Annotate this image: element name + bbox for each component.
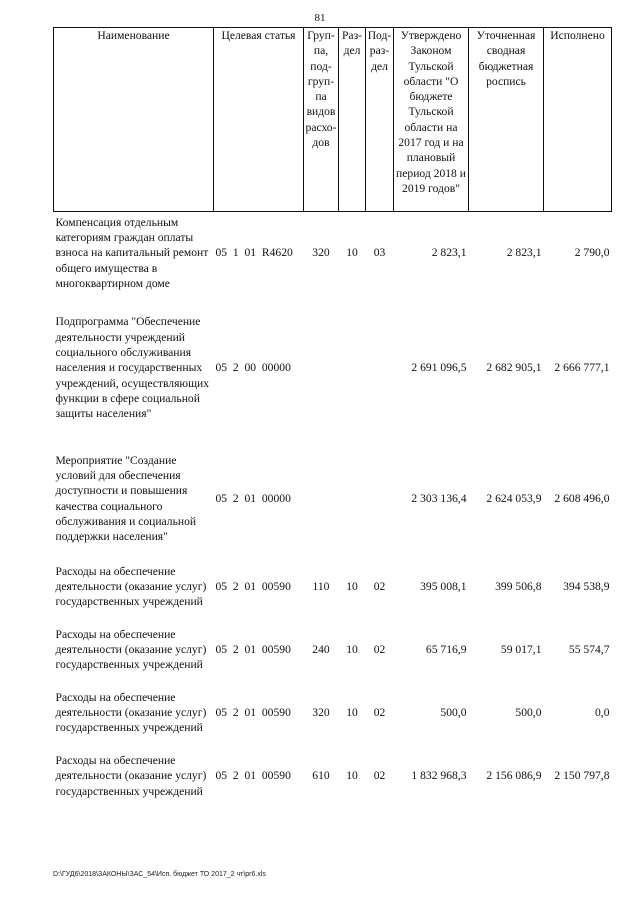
page-number: 81 [314,12,326,24]
row-target-code: 05 2 01 00590 [215,705,291,719]
row-subsection: 03 [373,246,386,260]
row-target-code: 05 2 01 00000 [215,491,291,505]
row-approved: 65 716,9 [425,642,467,656]
row-refined: 2 823,1 [506,246,542,260]
row-executed: 2 608 496,0 [554,491,610,505]
header-expense-group: Груп- па, под- груп- па видов расхо- дов [304,28,339,212]
row-executed: 2 150 797,8 [554,769,610,783]
row-refined: 399 506,8 [495,579,542,593]
row-group [304,442,339,555]
row-executed: 394 538,9 [563,579,610,593]
budget-table [53,27,612,808]
row-subsection: 02 [373,705,386,719]
row-target-code: 05 2 01 00590 [215,769,291,783]
row-target-code: 05 1 01 R4620 [215,246,293,260]
header-approved: Утверждено Законом Тульской области "О бюджете Тульской области на 2017 год и на плановый период 2018 и 2019 годов" [394,28,469,212]
header-target-article: Целевая статья [214,28,304,212]
row-section: 10 [346,642,358,656]
table-row [54,212,612,295]
row-subsection [366,442,394,555]
row-subsection [366,294,394,442]
row-group: 320 [312,705,330,719]
row-refined: 2 682 905,1 [486,361,542,375]
row-approved: 500,0 [440,705,467,719]
table-row [54,681,612,744]
row-refined: 500,0 [515,705,542,719]
header-section: Раз- дел [339,28,366,212]
row-approved: 1 832 968,3 [411,769,467,783]
row-executed: 55 574,7 [568,642,610,656]
row-approved: 395 008,1 [420,579,467,593]
row-group [304,294,339,442]
row-section: 10 [346,705,358,719]
row-name: Подпрограмма "Обеспечение деятельности учреждений социального обслуживания населения и государственных учреждений, осуществляющих функции в сфере социальной защиты населения" [55,315,210,421]
row-name: Компенсация отдельным категориям граждан оплаты взноса на капитальный ремонт общего имущества в многоквартирном доме [55,215,209,290]
row-approved: 2 691 096,5 [411,361,467,375]
row-group: 110 [312,579,330,593]
row-refined: 2 624 053,9 [486,491,542,505]
row-refined: 59 017,1 [500,642,542,656]
table-row [54,618,612,681]
row-group: 320 [312,246,330,260]
row-section: 10 [346,579,358,593]
row-approved: 2 823,1 [431,246,467,260]
header-executed: Исполнено [544,28,612,212]
row-name: Расходы на обеспечение деятельности (оказание услуг) государственных учреждений [55,690,207,735]
table-row [54,744,612,808]
row-executed: 2 666 777,1 [554,361,610,375]
table-header-row [54,28,612,212]
row-refined: 2 156 086,9 [486,769,542,783]
row-name: Расходы на обеспечение деятельности (оказание услуг) государственных учреждений [55,754,207,798]
table-row [54,294,612,442]
row-approved: 2 303 136,4 [411,491,467,505]
row-subsection: 02 [373,579,386,593]
file-path-footer: D:\ГУД6\2018\ЗАКОНЫ\ЗАС_54\Исп. бюджет ТО 2017_2 чт\pr6.xls [53,871,266,878]
header-subsection: Под- раз- дел [366,28,394,212]
table-row [54,442,612,555]
row-section [339,442,366,555]
row-subsection: 02 [373,769,386,783]
row-name: Расходы на обеспечение деятельности (оказание услуг) государственных учреждений [55,627,207,672]
row-executed: 2 790,0 [574,246,610,260]
row-subsection: 02 [373,642,386,656]
table-row [54,555,612,618]
row-target-code: 05 2 00 00000 [215,361,291,375]
row-target-code: 05 2 01 00590 [215,642,291,656]
row-target-code: 05 2 01 00590 [215,579,291,593]
header-name: Наименование [54,28,214,212]
row-section: 10 [346,246,358,260]
row-name: Мероприятие "Создание условий для обеспечения доступности и повышения качества социального обслуживания и социальной поддержки населения" [55,453,197,544]
row-section: 10 [346,769,358,783]
row-group: 610 [312,769,330,783]
row-executed: 0,0 [595,705,610,719]
row-group: 240 [312,642,330,656]
header-refined: Уточненная сводная бюджетная роспись [469,28,544,212]
row-section [339,294,366,442]
row-name: Расходы на обеспечение деятельности (оказание услуг) государственных учреждений [55,564,207,609]
